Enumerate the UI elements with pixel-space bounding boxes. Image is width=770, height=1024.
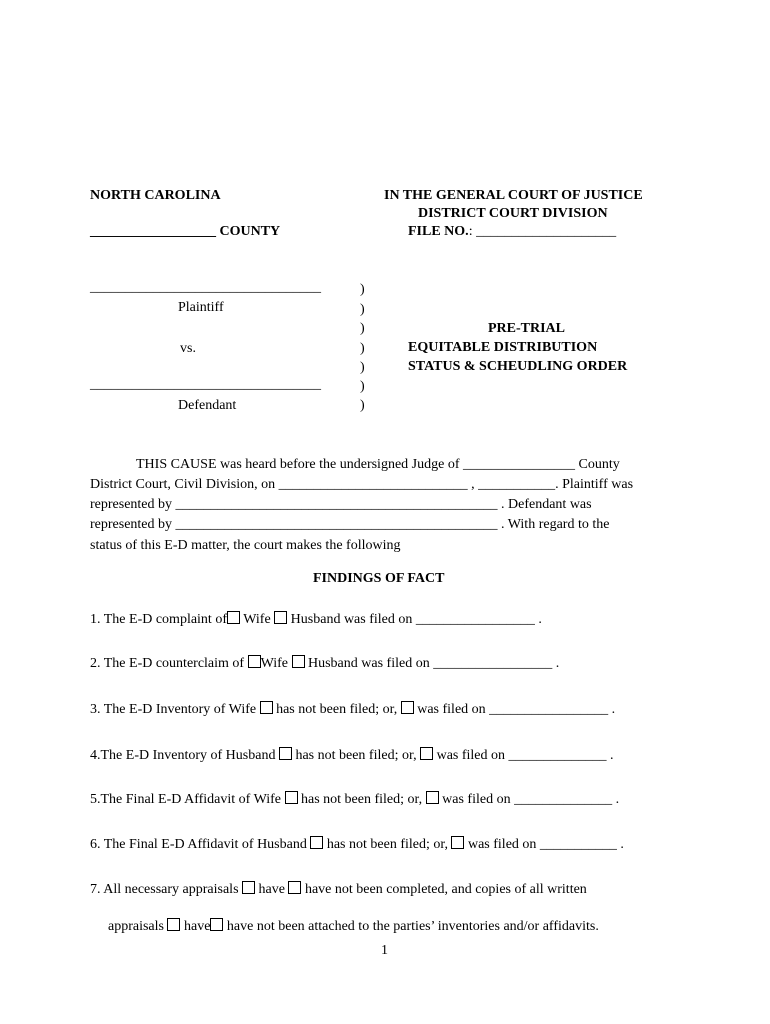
not-filed-label: has not been filed; or,: [272, 702, 401, 717]
finding-7-continued: [108, 918, 599, 935]
page-number: 1: [381, 943, 388, 958]
finding-3-date-text: was filed on _________________ .: [413, 702, 616, 717]
not-filed-label: has not been filed; or,: [297, 792, 426, 807]
county-field[interactable]: __________________ COUNTY: [90, 224, 281, 239]
finding-1-date-text: Husband was filed on _________________ .: [287, 612, 542, 627]
court-division: DISTRICT COURT DIVISION: [418, 206, 608, 221]
caption-paren: ): [360, 282, 365, 297]
defendant-name-field[interactable]: _________________________________: [90, 377, 321, 392]
have-label: have: [255, 882, 289, 897]
caption-paren: ): [360, 321, 365, 336]
intro-line-3: represented by ______________________________________________ . Defendant was: [90, 497, 592, 512]
wife-checkbox[interactable]: [227, 611, 240, 624]
file-no-label: FILE NO.: [408, 224, 469, 239]
filed-checkbox[interactable]: [451, 836, 464, 849]
wife-label: Wife: [240, 612, 275, 627]
finding-7: [90, 881, 587, 898]
not-filed-checkbox[interactable]: [285, 791, 298, 804]
defendant-label: Defendant: [178, 398, 237, 413]
caption-paren: ): [360, 341, 365, 356]
file-no-field[interactable]: : ____________________: [468, 224, 617, 239]
intro-line-1: THIS CAUSE was heard before the undersigned Judge of ________________ County: [136, 457, 620, 472]
caption-paren: ): [360, 398, 365, 413]
finding-3: [90, 701, 615, 718]
finding-3-text: 3. The E-D Inventory of Wife: [90, 702, 260, 717]
finding-1-text: 1. The E-D complaint of: [90, 612, 227, 627]
finding-7b-text: appraisals: [108, 919, 168, 934]
order-title-line1: PRE-TRIAL: [488, 321, 566, 336]
file-number[interactable]: [408, 224, 616, 240]
state-name: NORTH CAROLINA: [90, 188, 221, 203]
finding-4-date-text: was filed on ______________ .: [433, 748, 614, 763]
finding-6-date-text: was filed on ___________ .: [464, 837, 624, 852]
finding-5-text: 5.The Final E-D Affidavit of Wife: [90, 792, 285, 807]
have-checkbox[interactable]: [167, 918, 180, 931]
finding-7-rest-text: have not been completed, and copies of all written: [301, 882, 587, 897]
versus-label: vs.: [180, 341, 196, 356]
not-filed-label: has not been filed; or,: [291, 748, 421, 763]
intro-line-5: status of this E-D matter, the court makes the following: [90, 538, 401, 553]
finding-2-text: 2. The E-D counterclaim of: [90, 656, 248, 671]
plaintiff-name-field[interactable]: _________________________________: [90, 280, 321, 295]
intro-line-2: District Court, Civil Division, on ___________________________ , ___________. Plaintiff was: [90, 477, 634, 492]
not-filed-checkbox[interactable]: [279, 747, 292, 760]
finding-4-text: 4.The E-D Inventory of Husband: [90, 748, 279, 763]
husband-checkbox[interactable]: [274, 611, 287, 624]
finding-5-date-text: was filed on ______________ .: [438, 792, 620, 807]
finding-2: [90, 655, 559, 672]
finding-4: [90, 747, 614, 764]
court-name: IN THE GENERAL COURT OF JUSTICE: [384, 188, 643, 203]
finding-1: [90, 611, 542, 628]
order-title-line3: STATUS & SCHEUDLING ORDER: [408, 359, 628, 374]
filed-checkbox[interactable]: [420, 747, 433, 760]
finding-6: [90, 836, 624, 853]
not-filed-checkbox[interactable]: [260, 701, 273, 714]
finding-7-text: 7. All necessary appraisals: [90, 882, 243, 897]
order-title-line2: EQUITABLE DISTRIBUTION: [408, 340, 598, 355]
filed-checkbox[interactable]: [426, 791, 439, 804]
finding-6-text: 6. The Final E-D Affidavit of Husband: [90, 837, 311, 852]
not-filed-checkbox[interactable]: [310, 836, 323, 849]
caption-paren: ): [360, 302, 365, 317]
wife-checkbox[interactable]: [248, 655, 261, 668]
have-not-checkbox[interactable]: [288, 881, 301, 894]
wife-label: Wife: [260, 656, 292, 671]
have-not-checkbox[interactable]: [210, 918, 223, 931]
caption-paren: ): [360, 379, 365, 394]
findings-heading: FINDINGS OF FACT: [313, 571, 445, 586]
finding-5: [90, 791, 619, 808]
intro-line-4: represented by ______________________________________________ . With regard to the: [90, 517, 610, 532]
have-checkbox[interactable]: [242, 881, 255, 894]
finding-2-date-text: Husband was filed on _________________ .: [304, 656, 560, 671]
caption-paren: ): [360, 360, 365, 375]
finding-7b-rest-text: have not been attached to the parties’ inventories and/or affidavits.: [223, 919, 599, 934]
husband-checkbox[interactable]: [292, 655, 305, 668]
not-filed-label: has not been filed; or,: [323, 837, 452, 852]
plaintiff-label: Plaintiff: [178, 300, 224, 315]
have-label: have: [180, 919, 211, 934]
filed-checkbox[interactable]: [401, 701, 414, 714]
